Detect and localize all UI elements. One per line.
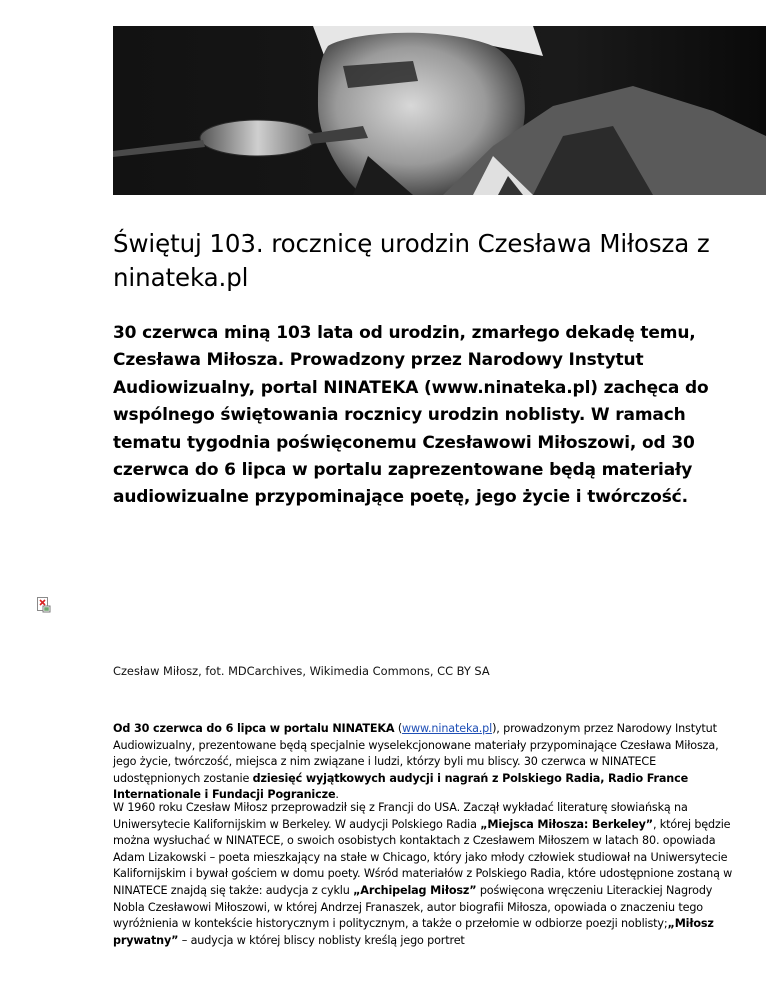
paragraph1-text: ), prowadzonym przez Narodowy Instytut Audiowizualny, prezentowane będą specjalnie wyselekcjonowane materiały przypominające Czesława Miłosza, jego życie, twórczość, miejsca z nim związane i ludzi, którzy byli mu bliscy. 30 czerwca w NINATECE udostępnionych zostanie — [113, 722, 719, 785]
paragraph1-bold-end: dziesięć wyjątkowych audycji i nagrań z Polskiego Radia, Radio France Internationale i Fundacji Pogranicze — [113, 771, 689, 802]
ninateka-link[interactable]: www.ninateka.pl — [402, 722, 493, 735]
paragraph2-bold-archipelag: „Archipelag Miłosz” — [353, 883, 477, 897]
paragraph2-text-1: W 1960 roku Czesław Miłosz przeprowadził się z Francji do USA. Zaczął wykładać literaturę słowiańską na Uniwersytecie Kalifornijskim w Berkeley. W audycji Polskiego Radia — [113, 801, 688, 831]
paragraph2-text-3: poświęcona wręczeniu Literackiej Nagrody Nobla Czesławowi Miłoszowi, w której Andrzej Franaszek, autor biografii Miłosza, opowiada o znaczeniu tego wyróżnienia w kontekście historycznym i politycznym, a także o przełomie w odbiorze poezji noblisty; — [113, 883, 713, 931]
body-paragraph-1 — [113, 721, 743, 804]
paragraph2-text-4: – audycja w której bliscy noblisty kreślą jego portret — [178, 933, 465, 947]
paragraph2-bold-berkeley: „Miejsca Miłosza: Berkeley” — [480, 817, 653, 831]
body-paragraph-2 — [113, 800, 743, 949]
article-lead: 30 czerwca miną 103 lata od urodzin, zmarłego dekadę temu, Czesława Miłosza. Prowadzony przez Narodowy Instytut Audiowizualny, portal NINATEKA (www.ninateka.pl) zachęca do wspólnego świętowania rocznicy urodzin noblisty. W ramach tematu tygodnia poświęconemu Czesławowi Miłoszowi, od 30 czerwca do 6 lipca w portalu zaprezentowane będą materiały audiowizualne przypominające poetę, jego życie i twórczość. — [113, 323, 709, 508]
paragraph1-bold-intro: Od 30 czerwca do 6 lipca w portalu NINATEKA — [113, 722, 395, 735]
speaker-photo-illustration — [113, 26, 766, 195]
paragraph1-end: . — [335, 788, 339, 802]
paragraph1-open-paren: ( — [394, 722, 403, 735]
article-title: Świętuj 103. rocznicę urodzin Czesława Miłosza z ninateka.pl — [113, 229, 710, 292]
paragraph2-bold-prywatny: „Miłosz prywatny” — [113, 917, 714, 947]
photo-caption: Czesław Miłosz, fot. MDCarchives, Wikimedia Commons, CC BY SA — [113, 664, 490, 678]
article-photo — [113, 26, 766, 195]
broken-image-icon — [37, 597, 51, 613]
paragraph2-text-2: , której będzie można wysłuchać w NINATECE, o swoich osobistych kontaktach z Czesławem Miłoszem w latach 80. opowiada Adam Lizakowski – poeta mieszkający na stałe w Chicago, który jako młody człowiek studiował na Uniwersytecie Kalifornijskim i bywał gościem w domu poety. Wśród materiałów z Polskiego Radia, które udostępnione zostaną w NINATECE znajdą się także: audycja z cyklu — [113, 817, 733, 897]
